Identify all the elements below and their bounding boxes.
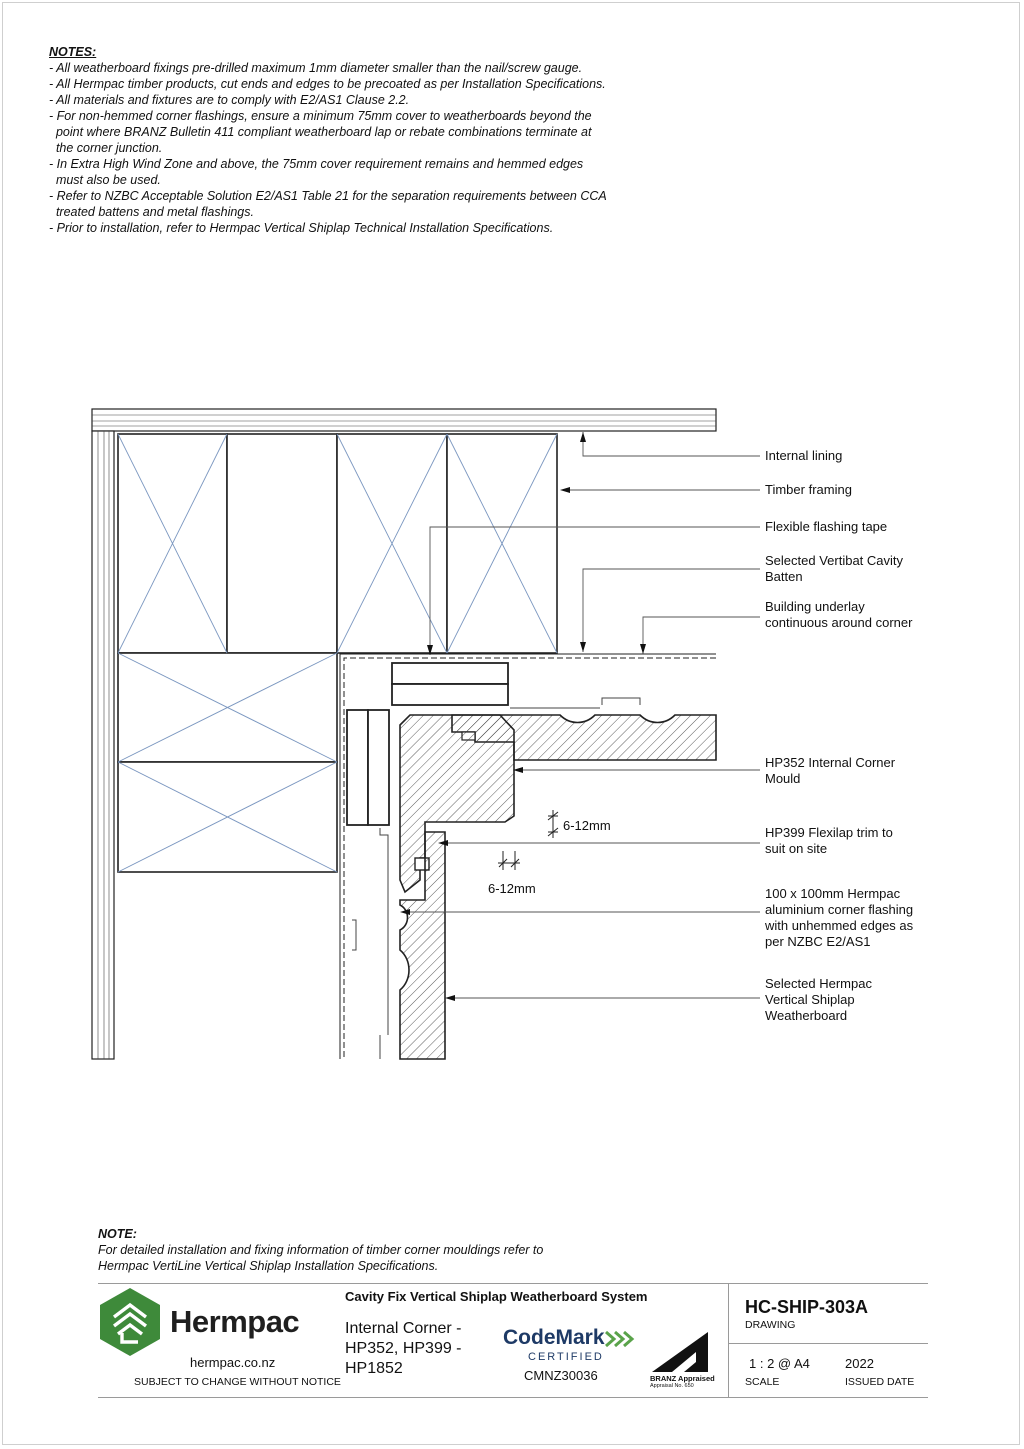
codemark-certified: CERTIFIED [528,1351,604,1363]
label-hp352: HP352 Internal Corner Mould [765,755,896,786]
cert-number: CMNZ30036 [524,1368,598,1383]
brand-name: Hermpac [170,1304,300,1339]
note-line: treated battens and metal flashings. [49,205,254,219]
dimension-label: 6-12mm [488,881,536,896]
note-line: - All weatherboard fixings pre-drilled maximum 1mm diameter smaller than the nail/screw gauge. [49,61,583,75]
scale-value: 1 : 2 @ A4 [749,1356,810,1371]
drawing-label: DRAWING [745,1319,796,1331]
label-cavity-batten: Selected Vertibat Cavity Batten [765,553,904,584]
note-line: - Prior to installation, refer to Hermpac Vertical Shiplap Technical Installation Specifications. [49,221,554,235]
note-line: - In Extra High Wind Zone and above, the 75mm cover requirement remains and hemmed edges [49,157,584,171]
bottom-note-line: Hermpac VertiLine Vertical Shiplap Installation Specifications. [98,1259,439,1273]
label-weatherboard: Selected Hermpac Vertical Shiplap Weatherboard [765,976,872,1023]
issued-date: 2022 [845,1356,874,1371]
label-hp399: HP399 Flexilap trim to suit on site [765,825,893,856]
scale-label: SCALE [745,1376,780,1388]
note-line: - All Hermpac timber products, cut ends and edges to be precoated as per Installation Specifications. [49,77,606,91]
branz-appraisal-number: Appraisal No. 650 [650,1383,694,1389]
bottom-note [98,1226,543,1274]
disclaimer: SUBJECT TO CHANGE WITHOUT NOTICE [134,1376,341,1388]
detail-title: HP352, HP399 - [345,1340,462,1357]
codemark-logo: CodeMark [503,1326,605,1349]
label-flashing-tape: Flexible flashing tape [765,519,888,534]
title-block-bottom-rule [98,1397,928,1398]
note-line: - All materials and fixtures are to comply with E2/AS1 Clause 2.2. [49,93,410,107]
label-corner-flashing: 100 x 100mm Hermpac aluminium corner flashing with unhemmed edges as per NZBC E2/AS1 [765,886,914,949]
note-line: - Refer to NZBC Acceptable Solution E2/AS1 Table 21 for the separation requirements between CCA [49,189,607,203]
drawing-number: HC-SHIP-303A [745,1297,869,1317]
title-block-divider [728,1283,729,1397]
dimension-label: 6-12mm [563,818,611,833]
codemark-chevrons-icon [604,1330,636,1348]
website: hermpac.co.nz [190,1355,276,1370]
branz-appraised: BRANZ Appraised [650,1374,715,1383]
hermpac-logo-icon [98,1286,162,1358]
label-internal-lining: Internal lining [765,448,843,463]
title-block-top-rule [98,1283,928,1284]
note-line: the corner junction. [49,141,163,155]
label-timber-framing: Timber framing [765,482,852,497]
note-line: point where BRANZ Bulletin 411 compliant weatherboard lap or rebate combinations terminate at [49,125,592,139]
note-line: must also be used. [49,173,161,187]
issued-date-label: ISSUED DATE [845,1376,915,1388]
bottom-note-line: For detailed installation and fixing information of timber corner mouldings refer to [98,1243,544,1257]
bottom-note-heading: NOTE: [98,1227,137,1241]
detail-title: HP1852 [345,1360,403,1377]
notes-heading: NOTES: [49,45,97,59]
detail-title: Internal Corner - [345,1320,462,1337]
label-building-underlay: Building underlay continuous around corner [765,599,913,630]
note-line: - For non-hemmed corner flashings, ensure a minimum 75mm cover to weatherboards beyond the [49,109,592,123]
branz-logo-icon [650,1330,710,1374]
title-block-divider [728,1343,928,1344]
system-title: Cavity Fix Vertical Shiplap Weatherboard System [345,1289,648,1304]
